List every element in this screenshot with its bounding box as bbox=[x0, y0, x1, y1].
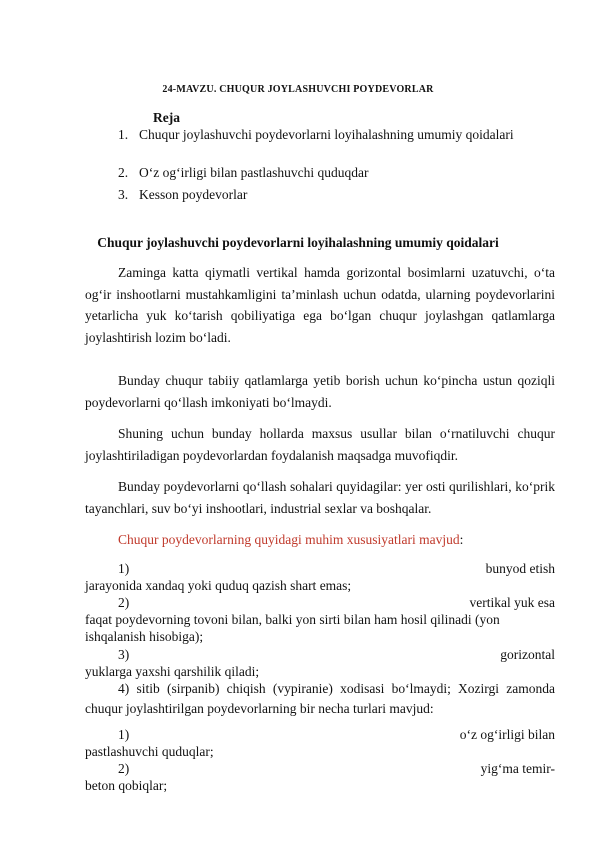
feature-number: 1) bbox=[118, 561, 130, 576]
feature-text: faqat poydevorning tovoni bilan, balki yon sirti bilan ham hosil qilinadi (yon ishqalanish hisobiga); bbox=[85, 612, 500, 644]
feature-number: 3) bbox=[118, 647, 130, 662]
features-intro bbox=[85, 529, 555, 551]
feature-text: jarayonida xandaq yoki quduq qazish shart emas; bbox=[85, 578, 352, 593]
plan-item-text: Kesson poydevorlar bbox=[139, 187, 248, 202]
feature-number: 2) bbox=[118, 595, 130, 610]
feature-text-right: gorizontal bbox=[500, 647, 555, 662]
type-text: beton qobiqlar; bbox=[85, 778, 168, 793]
feature-item bbox=[85, 646, 555, 680]
paragraph-text: Zaminga katta qiymatli vertikal hamda gorizontal bosimlarni uzatuvchi, o‘ta og‘ir inshootlarni mustahkamligini ta’minlash uchun odatda, ularning poydevorlarini yetarlicha yuk ko‘tarish qobiliyatiga ega bo‘lgan chuqur joylashgan qatlamlarga joylashtirish lozim bo‘ladi. bbox=[85, 265, 555, 345]
plan-item-number: 2. bbox=[118, 165, 129, 180]
type-number: 2) bbox=[118, 761, 130, 776]
features-intro-text: Chuqur poydevorlarning quyidagi muhim xususiyatlari mavjud bbox=[118, 532, 460, 547]
feature-item bbox=[85, 594, 555, 645]
type-number: 1) bbox=[118, 727, 130, 742]
feature-item-4 bbox=[85, 679, 555, 719]
type-item bbox=[85, 760, 555, 794]
paragraph-text: Bunday poydevorlarni qo‘llash sohalari quyidagilar: yer osti qurilishlari, ko‘prik tayanchlari, suv bo‘yi inshootlari, industrial sexlar va boshqalar. bbox=[85, 479, 555, 516]
paragraph bbox=[85, 423, 555, 466]
paragraph bbox=[85, 476, 555, 519]
feature-4-text: 4) sitib (sirpanib) chiqish (vypiranie) xodisasi bo‘lmaydi; Xozirgi zamonda chuqur joylashtirilgan poydevorlarning bir necha turlari mavjud: bbox=[85, 681, 555, 716]
type-item bbox=[85, 726, 555, 760]
features-intro-colon: : bbox=[459, 532, 464, 547]
feature-text: yuklarga yaxshi qarshilik qiladi; bbox=[85, 664, 260, 679]
type-text-right: yig‘ma temir- bbox=[480, 761, 555, 776]
plan-item-text: Chuqur joylashuvchi poydevorlarni loyihalashning umumiy qoidalari bbox=[139, 127, 514, 142]
feature-text-right: bunyod etish bbox=[485, 561, 555, 576]
plan-item-number: 3. bbox=[118, 187, 129, 202]
section-heading: Chuqur joylashuvchi poydevorlarni loyihalashning umumiy qoidalari bbox=[97, 235, 499, 250]
paragraph-text: Shuning uchun bunday hollarda maxsus usullar bilan o‘rnatiluvchi chuqur joylashtiriladigan poydevorlardan foydalanish maqsadga muvofiqdir. bbox=[85, 426, 555, 463]
plan-item-text: O‘z og‘irligi bilan pastlashuvchi quduqdar bbox=[139, 165, 369, 180]
page-title: 24-MAVZU. CHUQUR JOYLASHUVCHI POYDEVORLAR bbox=[162, 84, 434, 95]
paragraph-text: Bunday chuqur tabiiy qatlamlarga yetib borish uchun ko‘pincha ustun qoziqli poydevorlarni qo‘llash imkoniyati bo‘lmaydi. bbox=[85, 373, 555, 410]
paragraph bbox=[85, 370, 555, 413]
feature-text-right: vertikal yuk esa bbox=[469, 595, 555, 610]
plan-item-number: 1. bbox=[118, 127, 129, 142]
paragraph bbox=[85, 262, 555, 348]
type-text: pastlashuvchi quduqlar; bbox=[85, 744, 214, 759]
type-text-right: o‘z og‘irligi bilan bbox=[459, 727, 555, 742]
plan-heading: Reja bbox=[153, 110, 180, 125]
feature-item bbox=[85, 560, 555, 594]
